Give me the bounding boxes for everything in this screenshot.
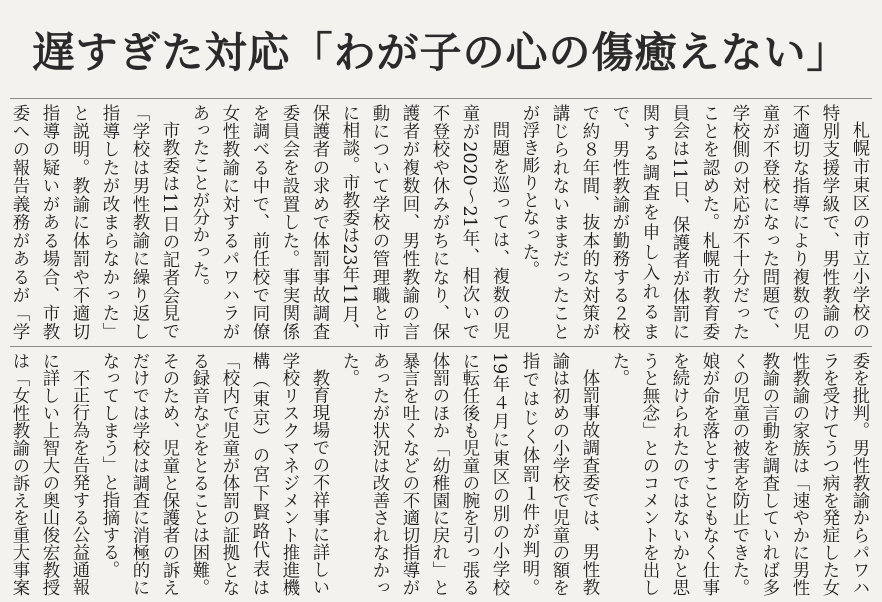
band-divider: [10, 346, 872, 347]
paragraph: 体罰事故調査委では、男性教諭は初めの小学校で児童の額を指ではじく体罰１件が判明。19年４月に東区の別の小学校に転任後も児童の腕を引っ張る体罰のほか「幼稚園に戻れ」と暴言を吐くなどの不適切指導があったが状況は改善されなかった。: [339, 352, 599, 596]
article-body-lower: [8, 352, 874, 596]
headline-divider: [10, 98, 872, 99]
paragraph: 札幌市東区の市立小学校の特別支援学級で、男性教諭の不適切な指導により複数の児童が不登校になった問題で、学校側の対応が不十分だったことを認めた。札幌市教育委員会は11日、保護者が体罰に関する調査を申し入れるまで、男性教諭が勤務する２校で約８年間、抜本的な対策が講じられないままだったことが浮き彫りとなった。: [519, 104, 869, 340]
paragraph: 問題を巡っては、複数の児童が2020～21年、相次いで不登校や休みがちになり、保護者が複数回、男性教諭の言動について学校の管理職と市に相談。市教委は23年11月、保護者の求めで体罰事故調査委員会を設置した。事実関係を調べる中で、前任校で同僚女性教諭に対するパワハラがあったことが分かった。: [189, 104, 509, 340]
paragraph: 不正行為を告発する公益通報に詳しい上智大の奥山俊宏教授は「女性教諭の訴えを重大事案: [9, 352, 89, 596]
paragraph: 市教委は11日の記者会見で「学校は男性教諭に繰り返し指導したが改まらなかった」と説明。教諭に体罰や不適切指導の疑いがある場合、市教委への報告義務があるが「学: [9, 104, 179, 340]
article-headline: 遅すぎた対応「わが子の心の傷癒えない」: [32, 28, 850, 77]
article-body-upper: [8, 104, 874, 340]
paragraph: 教育現場での不祥事に詳しい学校リスクマネジメント推進機構（東京）の宮下賢路代表は「校内で児童が体罰の証拠となる録音などをとることは困難。そのため、児童と保護者の訴えだけでは学校は調査に消極的になってしまう」と指摘する。: [99, 352, 329, 596]
paragraph: 委を批判。男性教諭からパワハラを受けてうつ病を発症した女性教諭の家族は「速やかに男性教諭の言動を調査していれば多くの児童の被害を防止できた。娘が命を落とすこともなく仕事を続けられたのではないかと思うと無念」とのコメントを出した。: [609, 352, 869, 596]
